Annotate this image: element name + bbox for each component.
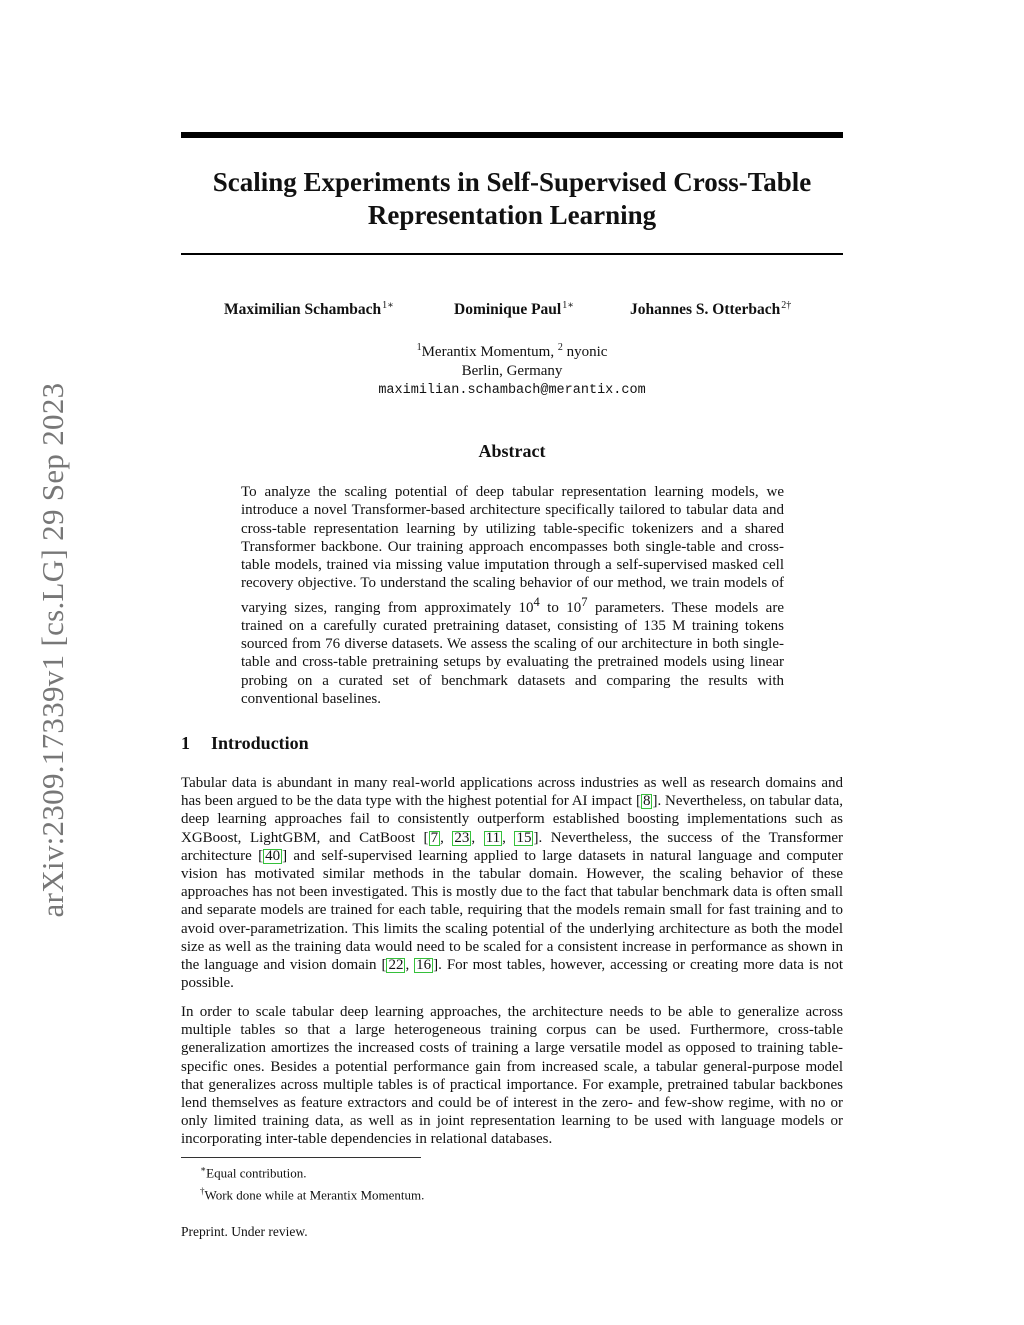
citation-link[interactable]: 8 — [642, 793, 651, 810]
abstract-part-1: To analyze the scaling potential of deep tabular representation learning models, we introduce a novel Transformer-based architecture specifically tailored to tabular data and cross-table representation learning by utilizing table-specific tokenizers and a shared Transformer backbone. Our training approach encompasses both single-table and cross-table models, trained via missing value imputation through a self-supervised masked cell recovery objective. To understand the scaling behavior of our method, we train models of varying sizes, ranging from approximately 10 — [241, 484, 784, 616]
abstract-part-2: to 10 — [539, 599, 582, 616]
citation-link[interactable]: 16 — [416, 957, 432, 974]
author-3-name: Johannes S. Otterbach — [630, 301, 781, 319]
abstract-heading: Abstract — [478, 441, 546, 461]
intro-p1-text: , — [405, 957, 415, 974]
abstract-text — [241, 483, 784, 708]
section-heading-introduction — [181, 733, 309, 754]
abstract-exponent-2: 7 — [581, 594, 588, 609]
author-1 — [224, 300, 394, 319]
intro-p1-text: ]. Nevertheless, on tabular data, deep learning approaches fail to consistently outperform established boosting implementations such as XGBoost, LightGBM, and CatBoost [ — [181, 793, 844, 846]
author-list — [181, 300, 843, 320]
footnotes — [200, 1160, 424, 1205]
footnote-1-text: Equal contribution. — [206, 1165, 307, 1181]
footnote-divider — [181, 1157, 421, 1158]
intro-p1-text: , — [502, 829, 515, 846]
citation-link[interactable]: 22 — [388, 957, 404, 974]
author-1-mark: 1∗ — [382, 300, 394, 311]
affil-mark-1: 1 — [416, 342, 422, 353]
paper-title — [181, 166, 843, 232]
arxiv-identifier[interactable]: arXiv:2309.17339v1 [cs.LG] 29 Sep 2023 — [35, 382, 70, 918]
citation-link[interactable]: 40 — [265, 847, 281, 864]
affiliation-orgs — [181, 338, 843, 362]
abstract-part-3: parameters. These models are trained on a carefully curated pretraining dataset, consisting of 135 M training tokens sourced from 76 diverse datasets. We assess the scaling of our architecture in both single-table and cross-table pretraining setups by evaluating the pretrained models using linear probing on a curated set of benchmark datasets and comparing the results with conventional baselines. — [241, 599, 784, 707]
section-number: 1 — [181, 733, 190, 753]
preprint-note: Preprint. Under review. — [181, 1224, 308, 1239]
citation-link[interactable]: 11 — [485, 829, 501, 846]
footnote-1 — [200, 1160, 424, 1182]
author-3 — [630, 300, 791, 319]
title-line-2: Representation Learning — [367, 200, 657, 230]
abstract-exponent-1: 4 — [533, 594, 540, 609]
intro-paragraph-1 — [181, 774, 843, 992]
title-top-rule — [181, 132, 843, 138]
intro-p1-text: , — [440, 829, 453, 846]
footnote-2-text: Work done while at Merantix Momentum. — [204, 1187, 425, 1203]
title-bottom-rule — [181, 253, 843, 255]
author-3-mark: 2† — [781, 300, 792, 311]
intro-p1-text: ]. Nevertheless, the success of the Transformer architecture [ — [181, 829, 844, 864]
section-title: Introduction — [211, 733, 309, 753]
contact-email[interactable]: maximilian.schambach@merantix.com — [378, 383, 646, 398]
footnote-2-mark: † — [200, 1186, 205, 1197]
footnote-1-mark: ∗ — [200, 1164, 207, 1174]
affil-org-2: nyonic — [562, 344, 608, 360]
author-2-mark: 1∗ — [562, 300, 575, 311]
intro-p1-text: Tabular data is abundant in many real-world applications across industries as well as research domains and has been argued to be the data type with the highest potential for AI impact [ — [181, 775, 843, 810]
citation-link[interactable]: 15 — [516, 829, 532, 846]
affiliation-block — [181, 338, 843, 400]
intro-p1-text: , — [471, 829, 484, 846]
citation-link[interactable]: 7 — [430, 829, 439, 846]
affil-org-1: Merantix Momentum, — [421, 344, 558, 360]
footnote-2 — [200, 1182, 424, 1204]
title-line-1: Scaling Experiments in Self-Supervised Cross-Table — [212, 167, 812, 197]
author-2 — [454, 300, 574, 319]
citation-link[interactable]: 23 — [454, 829, 470, 846]
intro-p1-text: ]. For most tables, however, accessing or creating more data is not possible. — [181, 957, 843, 992]
author-2-name: Dominique Paul — [454, 301, 562, 319]
intro-paragraph-2: In order to scale tabular deep learning approaches, the architecture needs to be able to generalize across multiple tables so that a large heterogeneous training corpus can be used. Furthermore, cross-table generalization amortizes the increased costs of training a large versatile model as opposed to training table-specific ones. Besides a potential performance gain from increased scale, a tabular general-purpose model that generalizes across multiple tables is of practical importance. For example, pretrained tabular backbones lend themselves as feature extractors and could be of interest in the zero- and few-show regime, with no or only limited training data, as well as in joint representation learning to be used with language models or incorporating inter-table dependencies in relational databases. — [181, 1004, 843, 1148]
intro-p1-text: ] and self-supervised learning applied to large datasets in natural language and computer vision has motivated similar methods in the tabular domain. However, the scaling behavior of these approaches has not been investigated. This is mostly due to the fact that tabular benchmark data is often small and separate models are trained for each table, requiring that the models remain small for fast training and to avoid over-parametrization. This limits the scaling potential of the underlying architecture as both the model size as well as the training data would need to be scaled for a consistent increase in performance as shown in the language and vision domain [ — [181, 847, 843, 974]
author-1-name: Maximilian Schambach — [224, 301, 382, 319]
affiliation-location: Berlin, Germany — [461, 363, 563, 379]
affil-mark-2: 2 — [557, 342, 563, 353]
